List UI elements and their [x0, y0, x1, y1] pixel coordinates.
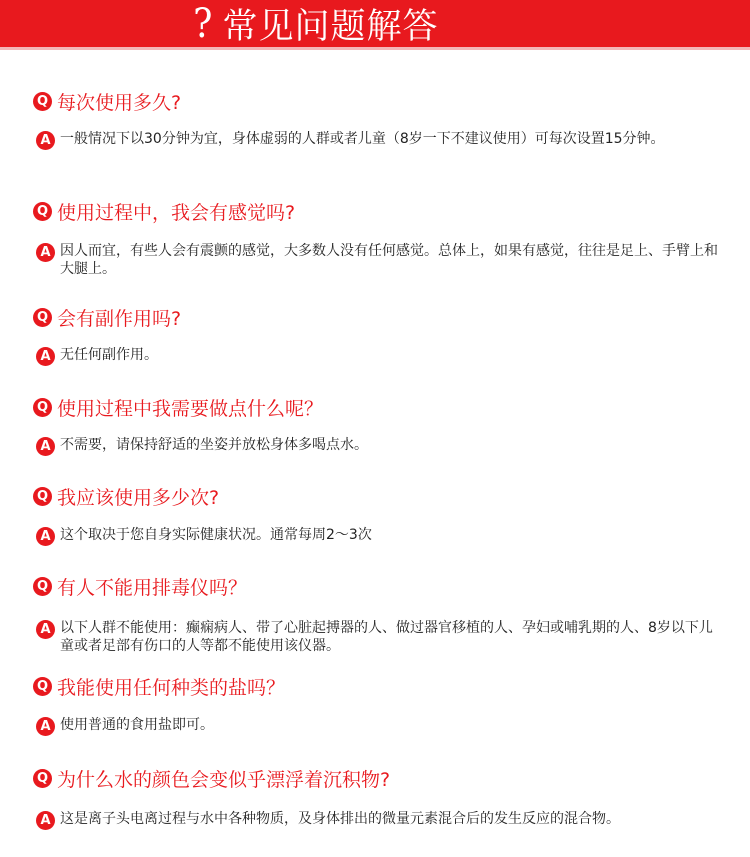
question-text: 每次使用多久? — [57, 91, 182, 114]
faq-answer-8 — [36, 810, 726, 828]
faq-answer-4 — [36, 436, 726, 454]
answer-text: 不需要，请保持舒适的坐姿并放松身体多喝点水。 — [60, 437, 368, 453]
faq-answer-1 — [36, 130, 726, 148]
answer-badge-icon: A — [36, 347, 55, 366]
question-badge-icon: Q — [33, 677, 52, 696]
faq-answer-3 — [36, 346, 726, 364]
faq-answer-5 — [36, 526, 726, 544]
faq-question-5 — [33, 483, 219, 509]
faq-question-1 — [33, 88, 181, 114]
answer-text: 使用普通的食用盐即可。 — [60, 717, 214, 733]
answer-badge-icon: A — [36, 131, 55, 150]
answer-badge-icon: A — [36, 527, 55, 546]
faq-answer-6 — [36, 619, 726, 655]
answer-badge-icon: A — [36, 243, 55, 262]
answer-text: 以下人群不能使用：癫痫病人、带了心脏起搏器的人、做过器官移植的人、孕妇或哺乳期的人、8岁以下儿童或者足部有伤口的人等都不能使用该仪器。 — [60, 620, 713, 654]
answer-badge-icon: A — [36, 811, 55, 830]
answer-badge-icon: A — [36, 620, 55, 639]
faq-question-3 — [33, 304, 181, 330]
answer-text: 无任何副作用。 — [60, 347, 158, 363]
answer-badge-icon: A — [36, 717, 55, 736]
question-text: 为什么水的颜色会变似乎漂浮着沉积物? — [57, 768, 391, 791]
question-text: 使用过程中，我会有感觉吗? — [57, 201, 296, 224]
question-badge-icon: Q — [33, 92, 52, 111]
question-text: 我能使用任何种类的盐吗？ — [57, 676, 286, 699]
answer-text: 因人而宜，有些人会有震颤的感觉，大多数人没有任何感觉。总体上，如果有感觉，往往是足上、手臂上和大腿上。 — [60, 243, 718, 277]
answer-text: 这个取决于您自身实际健康状况。通常每周2～3次 — [60, 527, 372, 543]
question-badge-icon: Q — [33, 769, 52, 788]
answer-text: 一般情况下以30分钟为宜，身体虚弱的人群或者儿童（8岁一下不建议使用）可每次设置15分钟。 — [60, 131, 665, 147]
question-text: 有人不能用排毒仪吗？ — [57, 576, 248, 599]
question-text: 会有副作用吗? — [57, 307, 182, 330]
faq-question-7 — [33, 673, 285, 699]
header-divider — [0, 47, 750, 50]
faq-answer-2 — [36, 242, 726, 278]
faq-question-2 — [33, 198, 295, 224]
question-badge-icon: Q — [33, 398, 52, 417]
faq-question-6 — [33, 573, 247, 599]
faq-question-4 — [33, 394, 323, 420]
question-badge-icon: Q — [33, 487, 52, 506]
faq-question-8 — [33, 765, 390, 791]
faq-answer-7 — [36, 716, 726, 734]
question-mark-icon: ? — [193, 1, 214, 47]
answer-text: 这是离子头电离过程与水中各种物质，及身体排出的微量元素混合后的发生反应的混合物。 — [60, 811, 620, 827]
page-title — [192, 2, 438, 46]
question-badge-icon: Q — [33, 202, 52, 221]
page-header — [0, 0, 750, 47]
question-text: 使用过程中我需要做点什么呢？ — [57, 397, 324, 420]
question-badge-icon: Q — [33, 577, 52, 596]
page-title-text: 常见问题解答 — [222, 7, 439, 47]
question-badge-icon: Q — [33, 308, 52, 327]
answer-badge-icon: A — [36, 437, 55, 456]
question-text: 我应该使用多少次? — [57, 486, 220, 509]
